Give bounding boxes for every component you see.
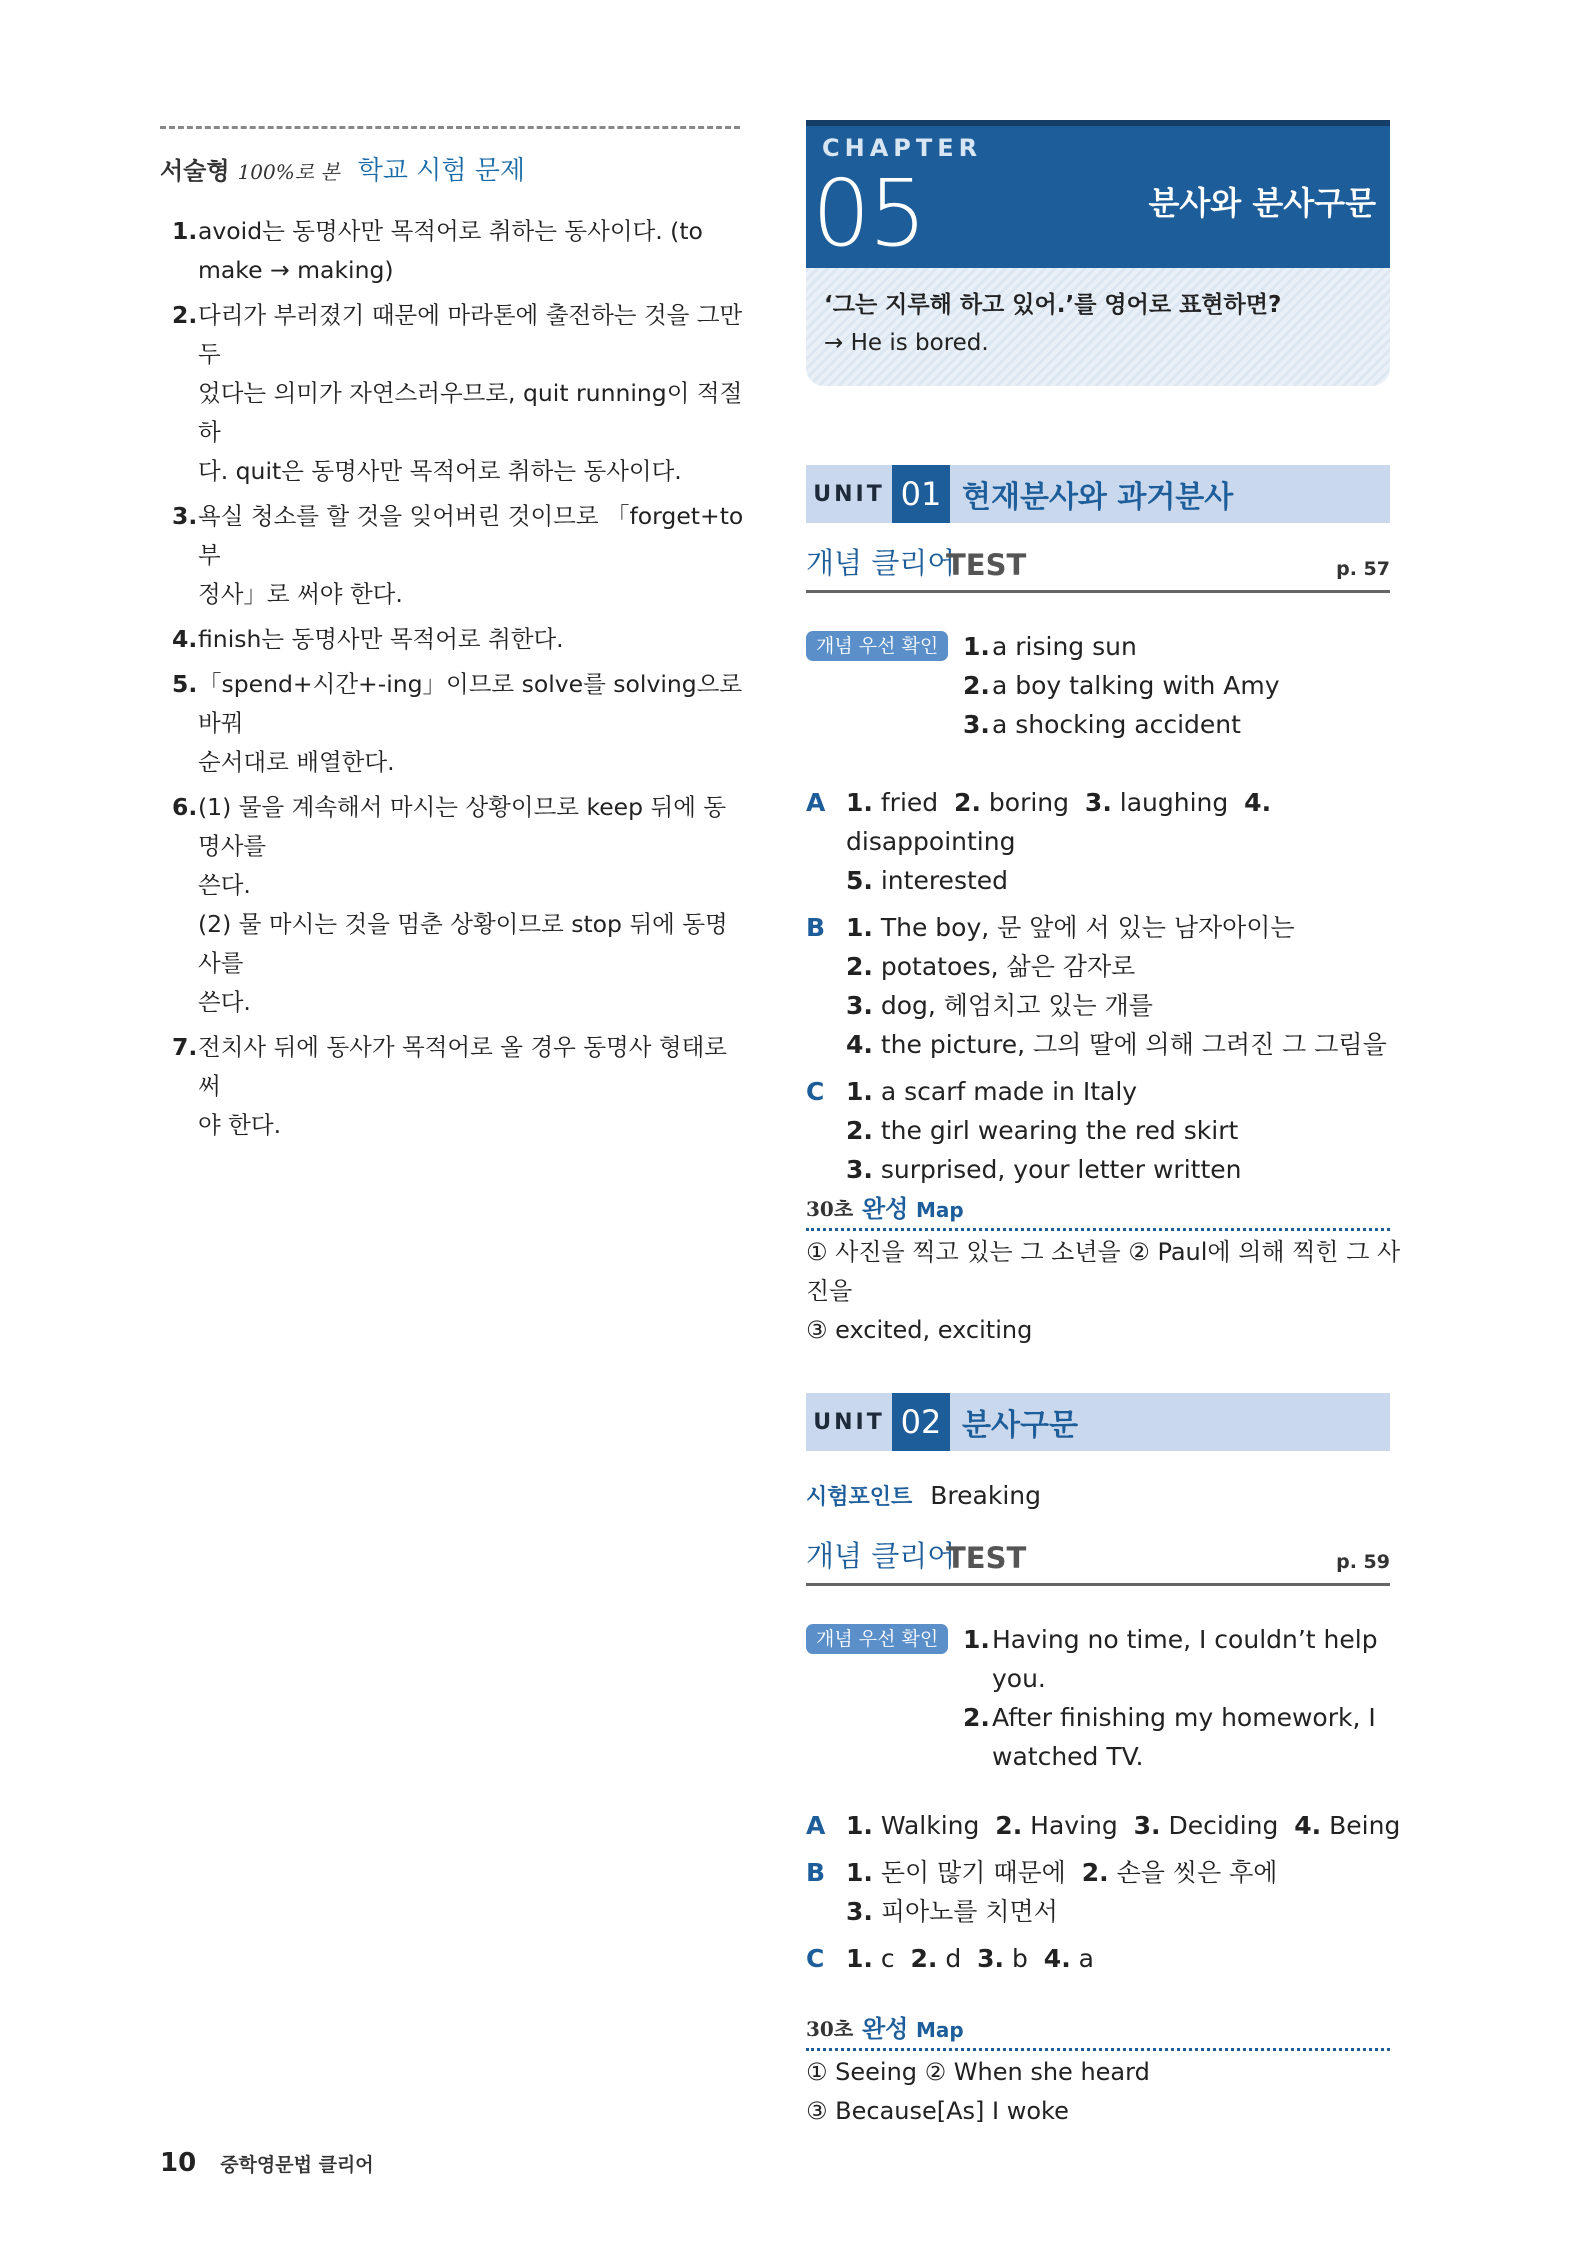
answer-line: 1. The boy, 문 앞에 서 있는 남자아이는 <box>846 913 1295 942</box>
item-line: 순서대로 배열한다. <box>198 748 395 776</box>
item-line: 었다는 의미가 자연스러우므로, quit running이 적절하 <box>198 379 743 446</box>
unit-title: 현재분사와 과거분사 <box>962 480 1234 515</box>
answer-line: 1. 돈이 많기 때문에 2. 손을 씻은 후에 <box>846 1858 1278 1887</box>
answer-line: 2. potatoes, 삶은 감자로 <box>846 952 1136 981</box>
map-line: ① 사진을 찍고 있는 그 소년을 ② Paul에 의해 찍힌 그 사진을 <box>806 1238 1401 1305</box>
answer-line: 1. c 2. d 3. b 4. a <box>846 1944 1094 1973</box>
item-line: 야 한다. <box>198 1111 282 1139</box>
map-label-a: 30초 <box>806 1197 854 1221</box>
item-number: 4. <box>172 625 198 653</box>
unit-label: UNIT <box>813 481 885 507</box>
map-line: ③ excited, exciting <box>806 1316 1033 1344</box>
map-line: ③ Because[As] I woke <box>806 2097 1069 2125</box>
unit-number: 01 <box>892 465 950 523</box>
section-b <box>806 1853 1406 1931</box>
item-number: 5. <box>172 670 198 698</box>
section-a <box>806 783 1406 900</box>
list-item <box>172 665 744 782</box>
section-letter: C <box>806 1944 825 1973</box>
chapter-intro-box <box>806 268 1390 386</box>
chapter-number: 05 <box>812 160 926 267</box>
exam-point-value: Breaking <box>930 1481 1041 1510</box>
list-item <box>172 212 744 290</box>
item-line: avoid는 동명사만 목적어로 취하는 동사이다. (to <box>198 217 703 245</box>
answer-line: 5. interested <box>846 866 1009 895</box>
item-line: 욕실 청소를 할 것을 잊어버린 것이므로 「forget+to부 <box>198 502 744 569</box>
map-heading <box>806 1188 1390 1231</box>
unit-label: UNIT <box>813 1409 885 1435</box>
concept-clear-test-heading <box>806 1533 1390 1586</box>
cc-title: 개념 클리어 <box>806 1539 956 1573</box>
left-answer-list <box>172 212 744 1151</box>
list-item <box>172 788 744 1022</box>
map-answers <box>806 2053 1406 2131</box>
item-line: 전치사 뒤에 동사가 목적어로 올 경우 동명사 형태로 써 <box>198 1033 728 1100</box>
map-heading <box>806 2008 1390 2051</box>
unit1-answers <box>806 783 1406 1189</box>
answer-line: 1. a scarf made in Italy <box>846 1077 1138 1106</box>
list-item: 1. Having no time, I couldn’t help you. <box>963 1625 1378 1693</box>
chapter-answer: → He is bored. <box>824 330 989 356</box>
section-letter: B <box>806 913 826 942</box>
confirm-badge: 개념 우선 확인 <box>806 631 948 661</box>
exam-point <box>806 1480 1041 1511</box>
section-letter: A <box>806 1811 826 1840</box>
chapter-label: CHAPTER <box>822 134 983 162</box>
item-number: 6. <box>172 793 198 821</box>
item-line: 다리가 부러졌기 때문에 마라톤에 출전하는 것을 그만두 <box>198 301 743 368</box>
item-line: 「spend+시간+-ing」이므로 solve를 solving으로 바꿔 <box>198 670 743 737</box>
concept-clear-test-heading <box>806 540 1390 593</box>
item-line: 쓴다. <box>198 988 251 1016</box>
list-item <box>172 620 744 659</box>
list-item: 3. a shocking accident <box>963 710 1241 739</box>
chapter-banner <box>806 120 1390 268</box>
unit2-answers <box>806 1806 1406 1978</box>
item-line: (1) 물을 계속해서 마시는 상황이므로 keep 뒤에 동명사를 <box>198 793 727 860</box>
section-c <box>806 1072 1406 1189</box>
item-line: finish는 동명사만 목적어로 취한다. <box>198 625 564 653</box>
list-item: 2. a boy talking with Amy <box>963 671 1280 700</box>
item-number: 2. <box>172 301 198 329</box>
unit1-confirm-block <box>806 627 1406 744</box>
answer-line: 2. the girl wearing the red skirt <box>846 1116 1239 1145</box>
answer-line: 1. fried 2. boring 3. laughing 4. disappointing <box>846 788 1272 856</box>
section-letter: A <box>806 788 826 817</box>
unit-number: 02 <box>892 1393 950 1451</box>
item-line: make → making) <box>198 256 394 284</box>
map-label-b: 완성 <box>862 1194 909 1223</box>
unit2-confirm-block <box>806 1620 1406 1776</box>
book-title: 중학영문법 클리어 <box>220 2154 374 2176</box>
section-a <box>806 1806 1406 1845</box>
chapter-title: 분사와 분사구문 <box>1148 184 1376 222</box>
cc-title-test: TEST <box>946 548 1027 582</box>
cc-title: 개념 클리어 <box>806 546 956 580</box>
item-line: 쓴다. <box>198 871 251 899</box>
dashed-divider <box>160 126 740 129</box>
item-line: 정사」로 써야 한다. <box>198 580 403 608</box>
map-label-c: Map <box>916 1198 964 1222</box>
item-line: (2) 물 마시는 것을 멈춘 상황이므로 stop 뒤에 동명사를 <box>198 910 728 977</box>
unit-01-bar <box>806 465 1390 523</box>
page-reference: p. 59 <box>1336 1551 1390 1573</box>
list-item: 2. After finishing my homework, I watched TV. <box>963 1703 1376 1771</box>
list-item <box>172 1028 744 1145</box>
page-footer <box>160 2148 374 2178</box>
map-line: ① Seeing ② When she heard <box>806 2058 1150 2086</box>
page-number: 10 <box>160 2148 197 2178</box>
exam-point-label: 시험포인트 <box>806 1484 913 1510</box>
answer-line: 1. Walking 2. Having 3. Deciding 4. Being <box>846 1811 1401 1840</box>
item-number: 1. <box>172 217 198 245</box>
map-label-c: Map <box>916 2018 964 2042</box>
section-b <box>806 908 1406 1064</box>
heading-brand: 서술형 <box>160 156 230 185</box>
heading-title: 학교 시험 문제 <box>357 156 525 186</box>
page-reference: p. 57 <box>1336 558 1390 580</box>
cc-title-test: TEST <box>946 1541 1027 1575</box>
unit-title: 분사구문 <box>962 1408 1078 1443</box>
answer-line: 3. surprised, your letter written <box>846 1155 1242 1184</box>
map-answers <box>806 1233 1406 1350</box>
section-letter: C <box>806 1077 825 1106</box>
answer-line: 3. dog, 헤엄치고 있는 개를 <box>846 991 1153 1020</box>
chapter-question: ‘그는 지루해 하고 있어.’를 영어로 표현하면? <box>824 292 1282 318</box>
item-line: 다. quit은 동명사만 목적어로 취하는 동사이다. <box>198 457 682 485</box>
section-c <box>806 1939 1406 1978</box>
left-section-heading <box>160 150 525 187</box>
map-label-a: 30초 <box>806 2017 854 2041</box>
list-item <box>172 296 744 491</box>
item-number: 3. <box>172 502 198 530</box>
list-item <box>172 497 744 614</box>
unit-02-bar <box>806 1393 1390 1451</box>
item-number: 7. <box>172 1033 198 1061</box>
list-item: 1. a rising sun <box>963 632 1137 661</box>
answer-line: 3. 피아노를 치면서 <box>846 1897 1058 1926</box>
confirm-badge: 개념 우선 확인 <box>806 1624 948 1654</box>
heading-brand-sub: 100%로 본 <box>237 160 340 184</box>
section-letter: B <box>806 1858 826 1887</box>
answer-line: 4. the picture, 그의 딸에 의해 그려진 그 그림을 <box>846 1030 1387 1059</box>
map-label-b: 완성 <box>862 2014 909 2043</box>
